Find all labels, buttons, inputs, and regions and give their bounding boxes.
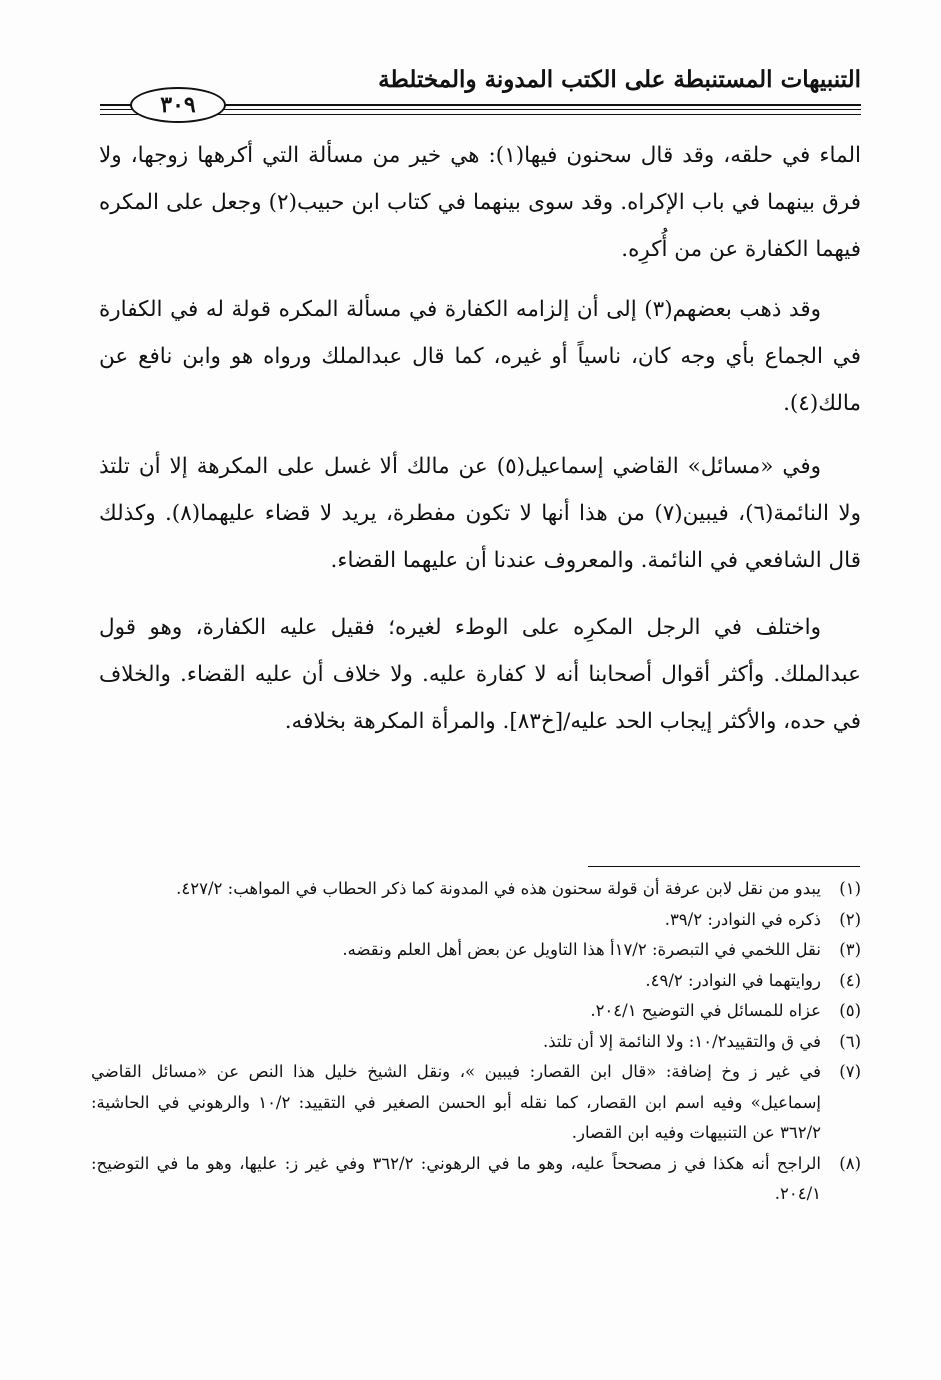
footnote-text: عزاه للمسائل في التوضيح ٢٠٤/١. bbox=[590, 1001, 821, 1020]
paragraph: وقد ذهب بعضهم(٣) إلى أن إلزامه الكفارة في مسألة المكره قولة له في الكفارة في الجماع بأي وجه كان، ناسياً أو غيره، كما قال عبدالملك ورواه هو وابن نافع عن مالك(٤). bbox=[99, 297, 861, 416]
paragraph: واختلف في الرجل المكرِه على الوطء لغيره؛ فقيل عليه الكفارة، وهو قول عبدالملك. وأكثر أقوال أصحابنا أنه لا كفارة عليه. ولا خلاف أن عليه القضاء. والخلاف في حده، والأكثر إيجاب الحد عليه/[خ٨٣]. والمرأة المكرهة بخلافه. bbox=[99, 615, 861, 734]
footnote bbox=[91, 1057, 861, 1149]
footnote bbox=[91, 996, 861, 1027]
footnote-number: (٤) bbox=[839, 970, 861, 990]
running-header-title: التنبيهات المستنبطة على الكتب المدونة والمختلطة bbox=[378, 66, 861, 93]
footnote-text: ذكره في النوادر: ٣٩/٢. bbox=[664, 909, 821, 929]
footnote-number: (٣) bbox=[839, 940, 861, 959]
footnote bbox=[91, 905, 861, 936]
footnote bbox=[91, 1149, 861, 1210]
footnote-separator bbox=[588, 866, 860, 867]
paragraph: وفي «مسائل» القاضي إسماعيل(٥) عن مالك ألا غسل على المكرهة إلا أن تلتذ ولا النائمة(٦)، فيبين(٧) من هذا أنها لا تكون مفطرة، يريد لا قضاء عليهما(٨). وكذلك قال الشافعي في النائمة. والمعروف عندنا أن عليهما القضاء. bbox=[99, 454, 861, 573]
footnote bbox=[91, 966, 861, 997]
footnote-text: الراجح أنه هكذا في ز مصححاً عليه، وهو ما في الرهوني: ٣٦٢/٢ وفي غير ز: عليها، وهو ما في التوضيح: ٢٠٤/١. bbox=[91, 1153, 821, 1203]
page-number: ٣٠٩ bbox=[130, 87, 226, 123]
footnote bbox=[91, 1027, 861, 1058]
footnote-text: في ق والتقييد١٠/٢: ولا النائمة إلا أن تلتذ. bbox=[542, 1031, 821, 1051]
footnote-text: روايتهما في النوادر: ٤٩/٢. bbox=[645, 970, 821, 990]
footnote-number: (٢) bbox=[839, 909, 861, 929]
footnotes bbox=[91, 874, 861, 1210]
footnote-number: (١) bbox=[839, 879, 861, 898]
footnote-number: (٦) bbox=[839, 1031, 861, 1051]
footnote-text: يبدو من نقل لابن عرفة أن قولة سحنون هذه في المدونة كما ذكر الحطاب في المواهب: ٤٢٧/٢. bbox=[176, 879, 821, 898]
paragraph: الماء في حلقه، وقد قال سحنون فيها(١): هي خير من مسألة التي أكرهها زوجها، ولا فرق بينهما في باب الإكراه. وقد سوى بينهما في كتاب ابن حبيب(٢) وجعل على المكره فيهما الكفارة عن من أُكرِه. bbox=[99, 143, 861, 262]
footnote-number: (٧) bbox=[839, 1062, 861, 1081]
footnote-number: (٥) bbox=[839, 1001, 861, 1020]
footnote-text: في غير ز وخ إضافة: «قال ابن القصار: فيبين »، ونقل الشيخ خليل هذا النص عن «مسائل القاضي إسماعيل» وفيه اسم ابن القصار، كما نقله أبو الحسن الصغير في التقييد: ١٠/٢ والرهوني في الحاشية: ٣٦٢/٢ عن التنبيهات وفيه ابن القصار. bbox=[91, 1062, 821, 1142]
footnote bbox=[91, 935, 861, 966]
main-text bbox=[99, 132, 861, 745]
footnote bbox=[91, 874, 861, 905]
footnote-text: نقل اللخمي في التبصرة: ١٧/٢أ هذا التاويل عن بعض أهل العلم ونقضه. bbox=[342, 940, 821, 959]
footnote-number: (٨) bbox=[839, 1153, 861, 1173]
